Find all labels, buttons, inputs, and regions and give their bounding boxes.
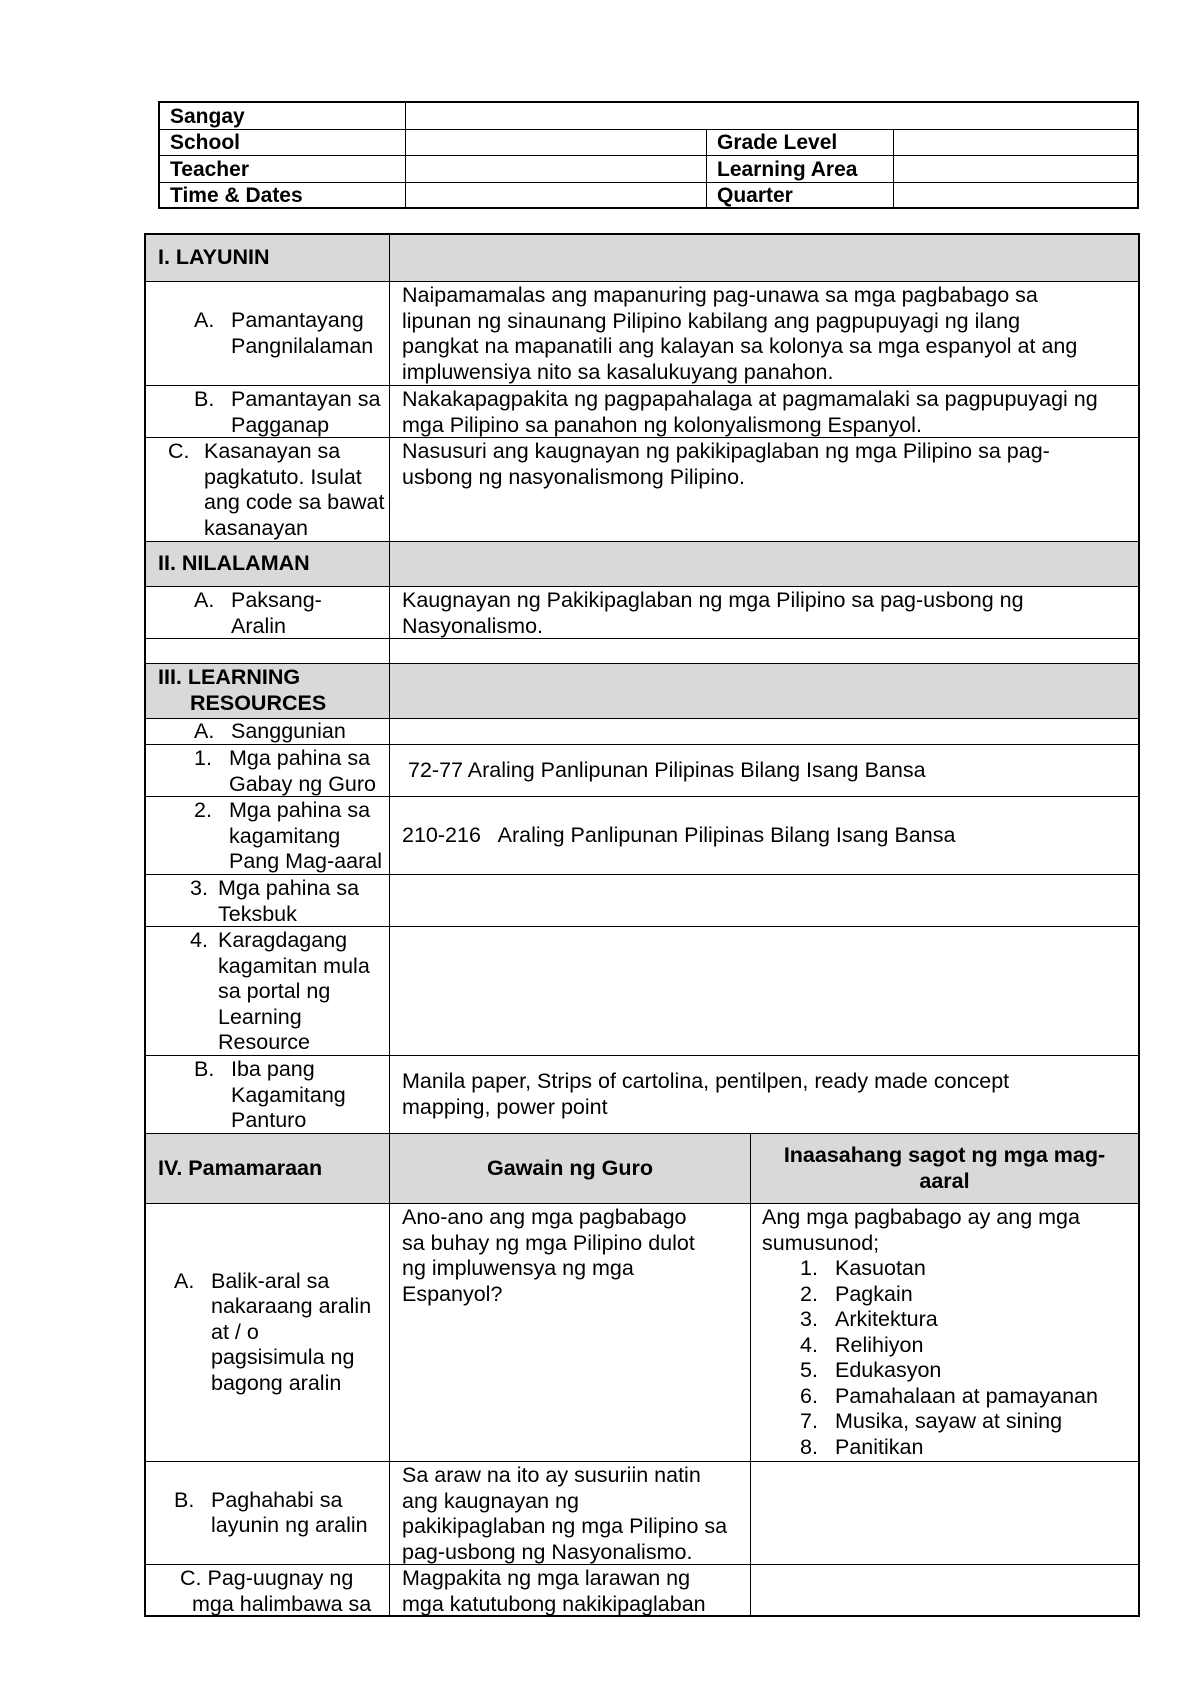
- list-number: 4.: [800, 1332, 818, 1357]
- section-heading-fill: [390, 542, 1140, 587]
- row-content-pamantayan-sa-pagganap: [390, 386, 1140, 438]
- section-heading-layunin: [146, 235, 390, 282]
- section-heading-text: III. LEARNING RESOURCES: [158, 665, 327, 715]
- row-label-iba-pang-kagamitang-panturo: [146, 1056, 390, 1134]
- school-value: [406, 130, 707, 156]
- list-number: 6.: [800, 1383, 818, 1408]
- lesson-plan-table: [144, 233, 1140, 1617]
- row-content-kagamitang-pang-mag-aaral: [390, 797, 1140, 875]
- row-label-kagamitang-pang-mag-aaral: [146, 797, 390, 875]
- list-item: [751, 1358, 1138, 1384]
- row-content-gabay-ng-guro: [390, 745, 1140, 797]
- row-content-text: Naipamamalas ang mapanuring pag-unawa sa mga pagbabago sa lipunan ng sinaunang Pilipino kabilang ang pagpupuyagi ng ilang pangkat na mapanatili ang kalayan sa kolonya sa mga espanyol at ang impluwensiya nito sa kasalukuyang panahon.: [402, 283, 1078, 384]
- empty-cell: [390, 875, 1140, 927]
- row-label-karagdagang-kagamitan: [146, 927, 390, 1056]
- row-marker: A.: [194, 308, 215, 332]
- empty-cell: [751, 1462, 1140, 1565]
- row-label-text: C. Pag-uugnay ng mga halimbawa sa: [180, 1566, 372, 1616]
- list-number: 5.: [800, 1358, 818, 1382]
- list-item: [751, 1435, 1138, 1461]
- section-heading-learning-resources: [146, 664, 390, 719]
- row-label-pag-uugnay: [146, 1565, 390, 1617]
- quarter-label: Quarter: [707, 183, 894, 209]
- list-item-text: Pamahalaan at pamayanan: [835, 1383, 1098, 1408]
- row-content-text: Nasusuri ang kaugnayan ng pakikipaglaban ng mga Pilipino sa pag- usbong ng nasyonalismong Pilipino.: [402, 439, 1050, 489]
- time-dates-label: Time & Dates: [160, 183, 406, 209]
- row-label-text: Pamantayan sa Pagganap: [231, 387, 381, 437]
- row-content-text: Manila paper, Strips of cartolina, pentilpen, ready made concept mapping, power point: [402, 1069, 1010, 1119]
- grade-level-label: Grade Level: [707, 130, 894, 156]
- list-item-text: Pagkain: [835, 1281, 913, 1306]
- row-label-balik-aral: [146, 1204, 390, 1462]
- list-item-text: Musika, sayaw at sining: [835, 1409, 1063, 1433]
- row-marker: 3.: [190, 876, 208, 900]
- list-number: 2.: [800, 1281, 818, 1306]
- row-label-item: [146, 308, 389, 359]
- teacher-activity-paghahabi: [390, 1462, 751, 1565]
- row-label-text: Paghahabi sa layunin ng aralin: [211, 1487, 368, 1537]
- row-label-gabay-ng-guro: [146, 745, 390, 797]
- row-label-kasanayan-sa-pagkatuto: [146, 438, 390, 542]
- list-item: [751, 1409, 1138, 1435]
- list-item-text: Relihiyon: [835, 1332, 924, 1357]
- column-heading-text: Gawain ng Guro: [486, 1155, 654, 1180]
- row-label-paghahabi: [146, 1462, 390, 1565]
- expected-answer-balik-aral: [751, 1204, 1140, 1462]
- column-heading-text: Inaasahang sagot ng mga mag- aaral: [783, 1143, 1106, 1193]
- empty-cell: [390, 927, 1140, 1056]
- learning-area-label: Learning Area: [707, 156, 894, 183]
- time-dates-value: [406, 183, 707, 209]
- row-content-kasanayan-sa-pagkatuto: [390, 438, 1140, 542]
- list-number: 3.: [800, 1307, 818, 1331]
- row-label-sanggunian: [146, 719, 390, 745]
- empty-cell: [751, 1565, 1140, 1617]
- row-label-text: Mga pahina sa Teksbuk: [218, 876, 360, 926]
- learning-area-value: [894, 156, 1139, 183]
- row-label-pamantayang-pangnilalaman: [146, 282, 390, 386]
- teacher-activity-text: Sa araw na ito ay susuriin natin ang kaugnayan ng pakikipaglaban ng mga Pilipino sa pag-usbong ng Nasyonalismo.: [402, 1463, 728, 1564]
- list-number: 8.: [800, 1434, 818, 1459]
- empty-cell: [390, 719, 1140, 745]
- row-content-text: Nakakapagpakita ng pagpapahalaga at pagmamalaki sa pagpupuyagi ng mga Pilipino sa panahon ng kolonyalismong Espanyol.: [402, 387, 1098, 437]
- row-label-paksang-aralin: [146, 587, 390, 639]
- section-heading-text: II. NILALAMAN: [158, 551, 310, 576]
- row-label-item: [146, 439, 389, 541]
- row-content-pamantayang-pangnilalaman: [390, 282, 1140, 386]
- list-item-text: Edukasyon: [835, 1358, 942, 1382]
- row-content-text: Kaugnayan ng Pakikipaglaban ng mga Pilipino sa pag-usbong ng Nasyonalismo.: [402, 588, 1024, 638]
- list-item: [751, 1384, 1138, 1410]
- school-label: School: [160, 130, 406, 156]
- row-label-text: Pamantayang Pangnilalaman: [231, 308, 374, 358]
- section-heading-fill: [390, 235, 1140, 282]
- empty-cell: [146, 639, 390, 664]
- row-label-item: [146, 1269, 389, 1397]
- row-label-item: [146, 798, 389, 875]
- row-marker: 2.: [194, 798, 212, 822]
- row-content-text: 210-216 Araling Panlipunan Pilipinas Bilang Isang Bansa: [402, 822, 956, 847]
- list-number: 1.: [800, 1256, 818, 1280]
- list-number: 7.: [800, 1409, 818, 1433]
- row-marker: 1.: [194, 746, 212, 770]
- row-marker: B.: [194, 387, 215, 411]
- row-content-text: 72-77 Araling Panlipunan Pilipinas Bilang Isang Bansa: [408, 757, 926, 782]
- row-marker: 4.: [190, 928, 208, 952]
- teacher-activity-pag-uugnay: [390, 1565, 751, 1617]
- row-label-item: [146, 876, 389, 927]
- row-label-text: Kasanayan sa pagkatuto. Isulat ang code sa bawat kasanayan: [204, 439, 385, 540]
- row-label-item: [146, 719, 389, 745]
- row-marker: A.: [194, 718, 215, 743]
- row-marker: B.: [194, 1057, 215, 1081]
- section-heading-nilalaman: [146, 542, 390, 587]
- row-label-pamantayan-sa-pagganap: [146, 386, 390, 438]
- section-heading-text: I. LAYUNIN: [158, 245, 270, 270]
- teacher-activity-text: Magpakita ng mga larawan ng mga katutubong nakikipaglaban: [402, 1566, 706, 1616]
- row-label-item: [146, 1057, 389, 1134]
- teacher-value: [406, 156, 707, 183]
- quarter-value: [894, 183, 1139, 209]
- list-item: [751, 1307, 1138, 1333]
- sangay-value: [406, 103, 1139, 130]
- list-item: [751, 1256, 1138, 1282]
- row-label-item: [146, 928, 389, 1056]
- row-content-iba-pang-kagamitang-panturo: [390, 1056, 1140, 1134]
- row-label-item: [146, 746, 389, 797]
- row-label-text: Mga pahina sa Gabay ng Guro: [229, 746, 377, 796]
- teacher-activity-text: Ano-ano ang mga pagbabago sa buhay ng mga Pilipino dulot ng impluwensya ng mga Espanyol?: [402, 1205, 695, 1306]
- row-marker: B.: [174, 1487, 195, 1512]
- row-label-item: [146, 588, 389, 639]
- row-label-teksbuk: [146, 875, 390, 927]
- row-label-text: Mga pahina sa kagamitang Pang Mag-aaral: [229, 798, 382, 873]
- row-content-paksang-aralin: [390, 587, 1140, 639]
- list-item-text: Arkitektura: [835, 1307, 938, 1331]
- row-label-text: Balik-aral sa nakaraang aralin at / o pagsisimula ng bagong aralin: [211, 1268, 372, 1395]
- section-heading-pamamaraan: [146, 1134, 390, 1204]
- list-item: [751, 1282, 1138, 1308]
- section-heading-fill: [390, 664, 1140, 719]
- column-heading-inaasahang-sagot: [751, 1134, 1140, 1204]
- row-label-text: Iba pang Kagamitang Panturo: [231, 1057, 346, 1132]
- empty-cell: [390, 639, 1140, 664]
- row-label-item: [146, 1488, 389, 1539]
- row-label-text: Karagdagang kagamitan mula sa portal ng Learning Resource: [218, 928, 370, 1054]
- column-heading-gawain-ng-guro: [390, 1134, 751, 1204]
- expected-answer-intro: Ang mga pagbabago ay ang mga sumusunod;: [762, 1205, 1080, 1255]
- list-item-text: Panitikan: [835, 1434, 924, 1459]
- row-label-item: [146, 387, 389, 438]
- teacher-activity-balik-aral: [390, 1204, 751, 1462]
- list-item-text: Kasuotan: [835, 1256, 926, 1280]
- row-marker: A.: [194, 588, 215, 612]
- row-label-text: Paksang- Aralin: [231, 588, 322, 638]
- list-item: [751, 1333, 1138, 1359]
- row-marker: C.: [168, 439, 190, 463]
- teacher-label: Teacher: [160, 156, 406, 183]
- section-heading-text: IV. Pamamaraan: [158, 1155, 323, 1180]
- row-marker: A.: [174, 1268, 195, 1293]
- header-info-table: [158, 101, 1139, 209]
- grade-level-value: [894, 130, 1139, 156]
- row-label-text: Sanggunian: [231, 718, 346, 743]
- sangay-label: Sangay: [160, 103, 406, 130]
